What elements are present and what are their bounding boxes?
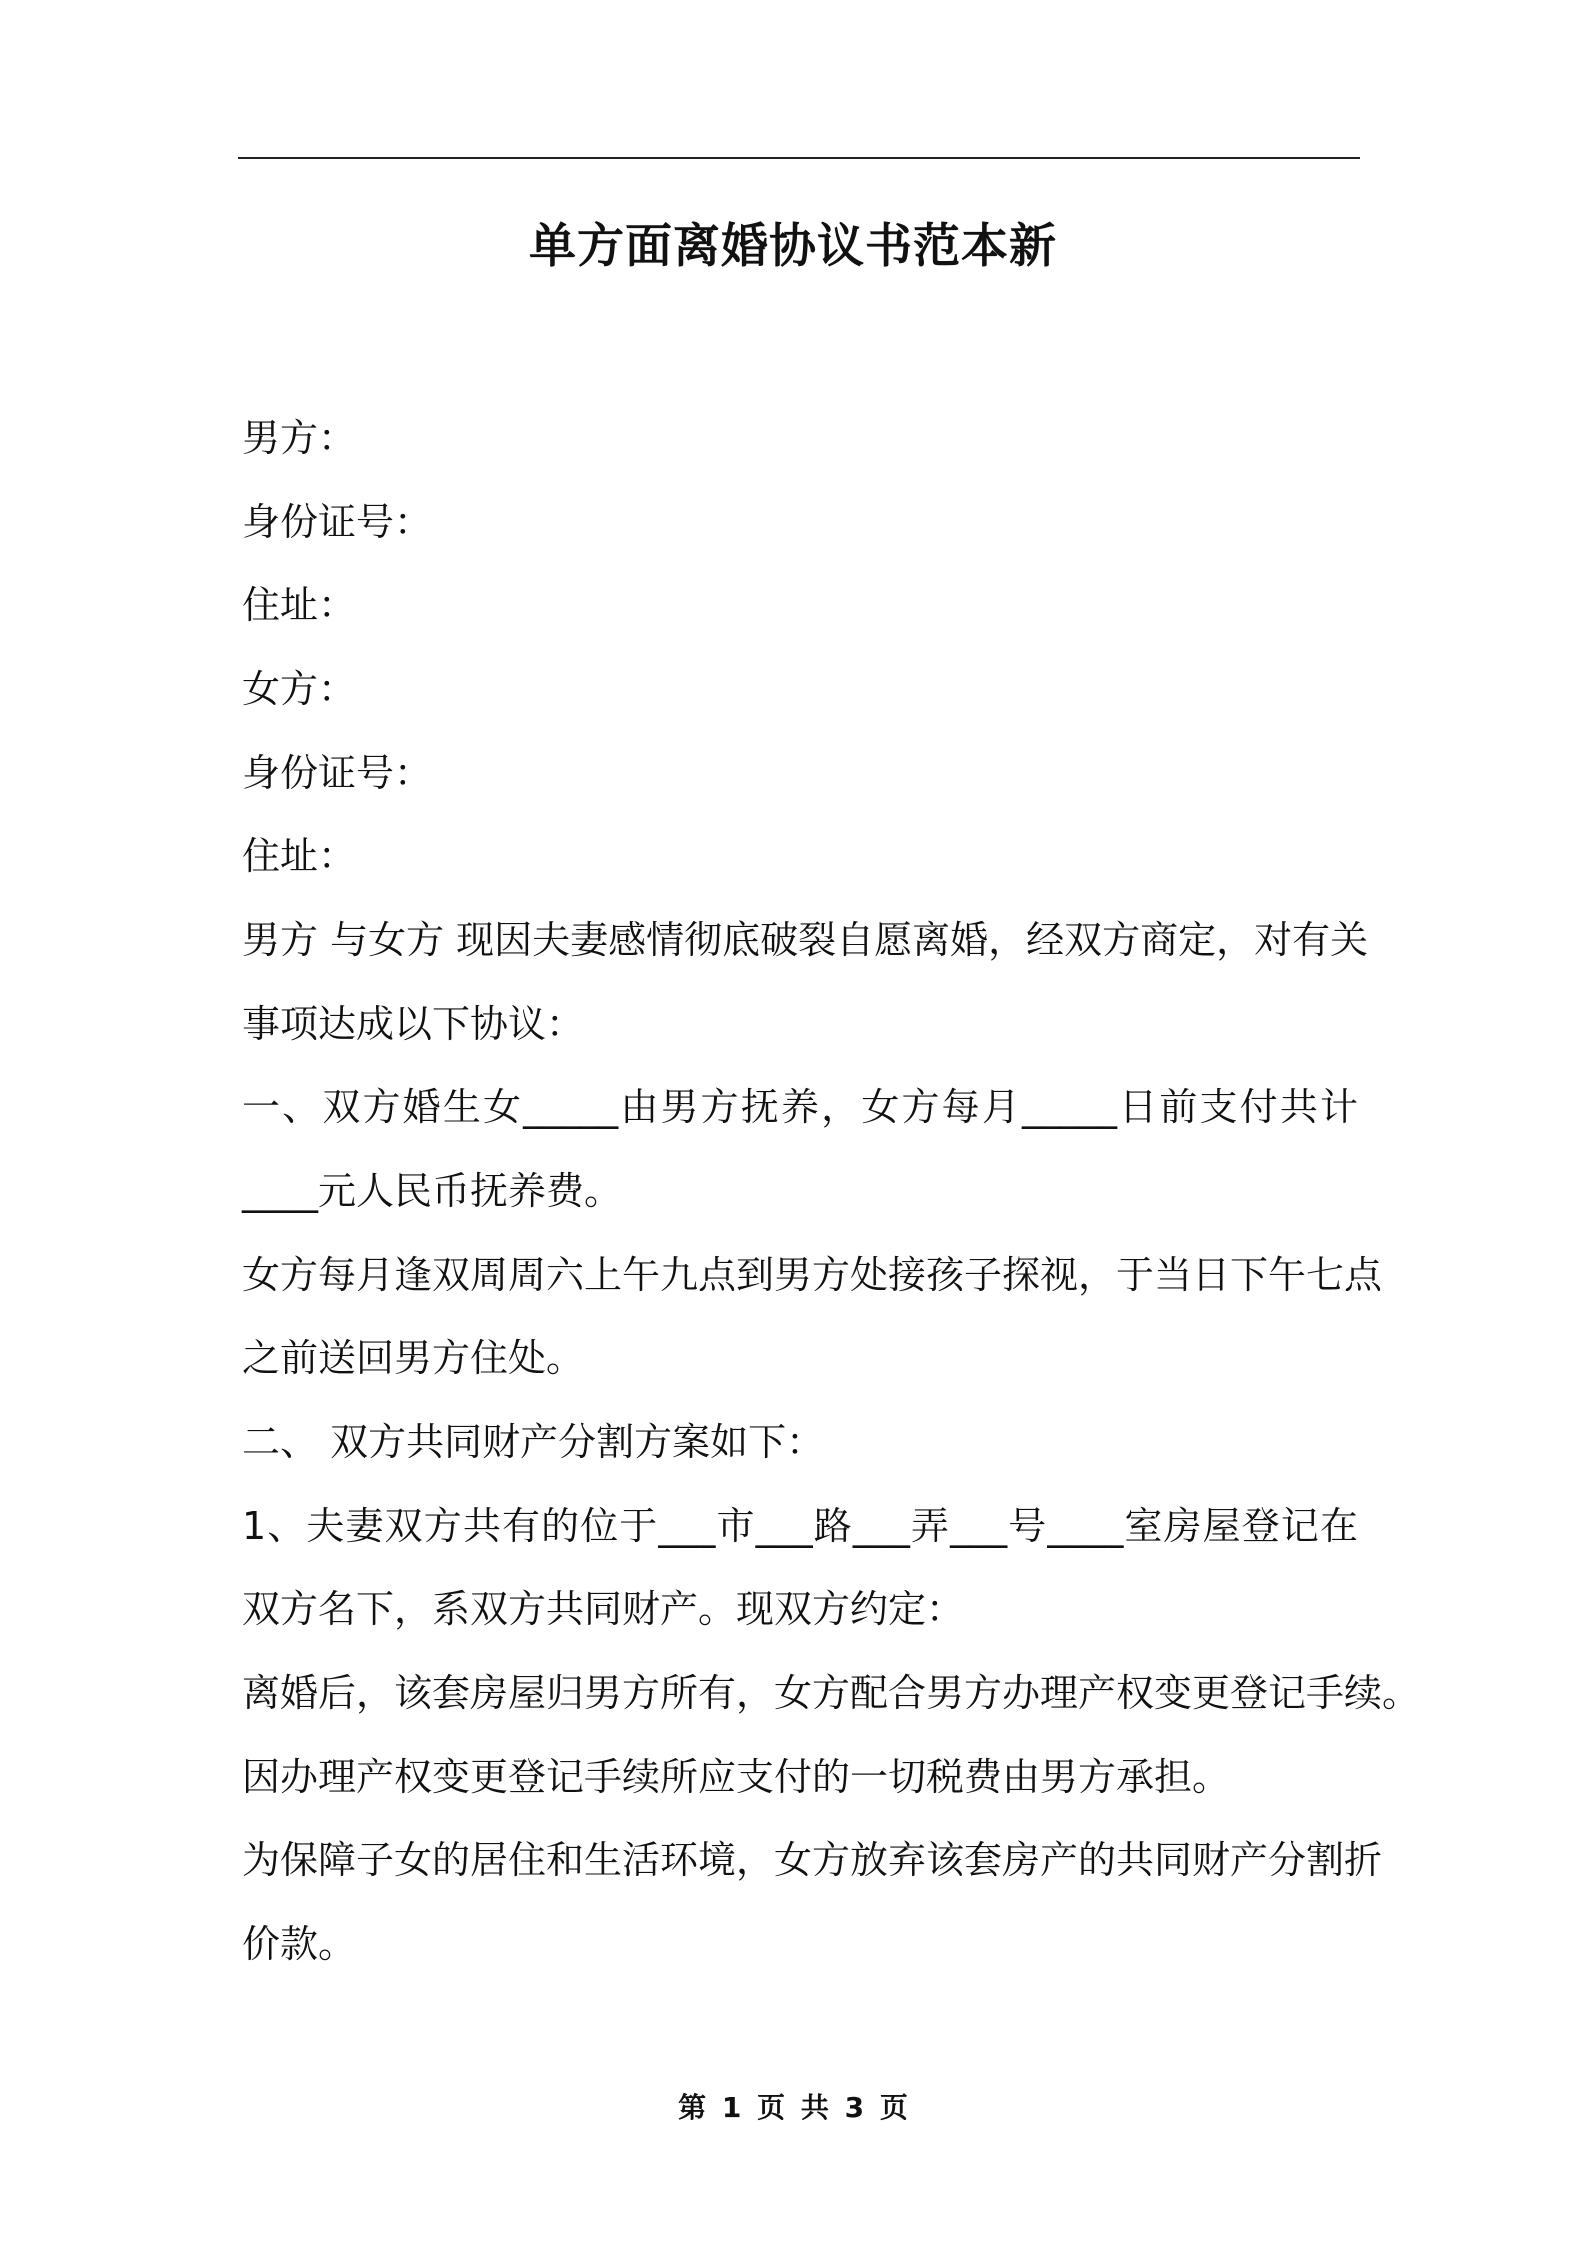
wife-address-label: 住址： bbox=[242, 834, 357, 878]
property-tax-line: 因办理产权变更登记手续所应支付的一切税费由男方承担。 bbox=[242, 1755, 1231, 1799]
intro-paragraph-line-2: 事项达成以下协议： bbox=[242, 1002, 585, 1046]
wife-id-label: 身份证号： bbox=[242, 751, 433, 795]
wife-label: 女方： bbox=[242, 667, 357, 711]
husband-id-label: 身份证号： bbox=[242, 500, 433, 544]
property-ownership-line: 离婚后，该套房屋归男方所有，女方配合男方办理产权变更登记手续。 bbox=[242, 1671, 1421, 1715]
property-line-1: 1、夫妻双方共有的位于___市___路___弄___号____室房屋登记在 bbox=[242, 1504, 1358, 1548]
husband-address-label: 住址： bbox=[242, 583, 357, 627]
document-title: 单方面离婚协议书范本新 bbox=[529, 219, 1057, 274]
property-waiver-line-1: 为保障子女的居住和生活环境，女方放弃该套房产的共同财产分割折 bbox=[242, 1838, 1383, 1882]
husband-label: 男方： bbox=[242, 416, 357, 460]
property-line-2: 双方名下，系双方共同财产。现双方约定： bbox=[242, 1587, 965, 1631]
clause-1-line-2: ____元人民币抚养费。 bbox=[242, 1169, 623, 1213]
header-rule bbox=[238, 157, 1360, 159]
clause-1-line-1: 一、双方婚生女_____由男方抚养，女方每月_____日前支付共计 bbox=[242, 1085, 1358, 1129]
intro-paragraph-line-1: 男方 与女方 现因夫妻感情彻底破裂自愿离婚，经双方商定，对有关 bbox=[242, 918, 1369, 962]
visitation-line-1: 女方每月逢双周周六上午九点到男方处接孩子探视，于当日下午七点 bbox=[242, 1253, 1383, 1297]
page-number: 第 1 页 共 3 页 bbox=[678, 2091, 908, 2124]
clause-2-heading: 二、 双方共同财产分割方案如下： bbox=[242, 1420, 825, 1464]
visitation-line-2: 之前送回男方住处。 bbox=[242, 1336, 585, 1380]
property-waiver-line-2: 价款。 bbox=[242, 1922, 357, 1966]
